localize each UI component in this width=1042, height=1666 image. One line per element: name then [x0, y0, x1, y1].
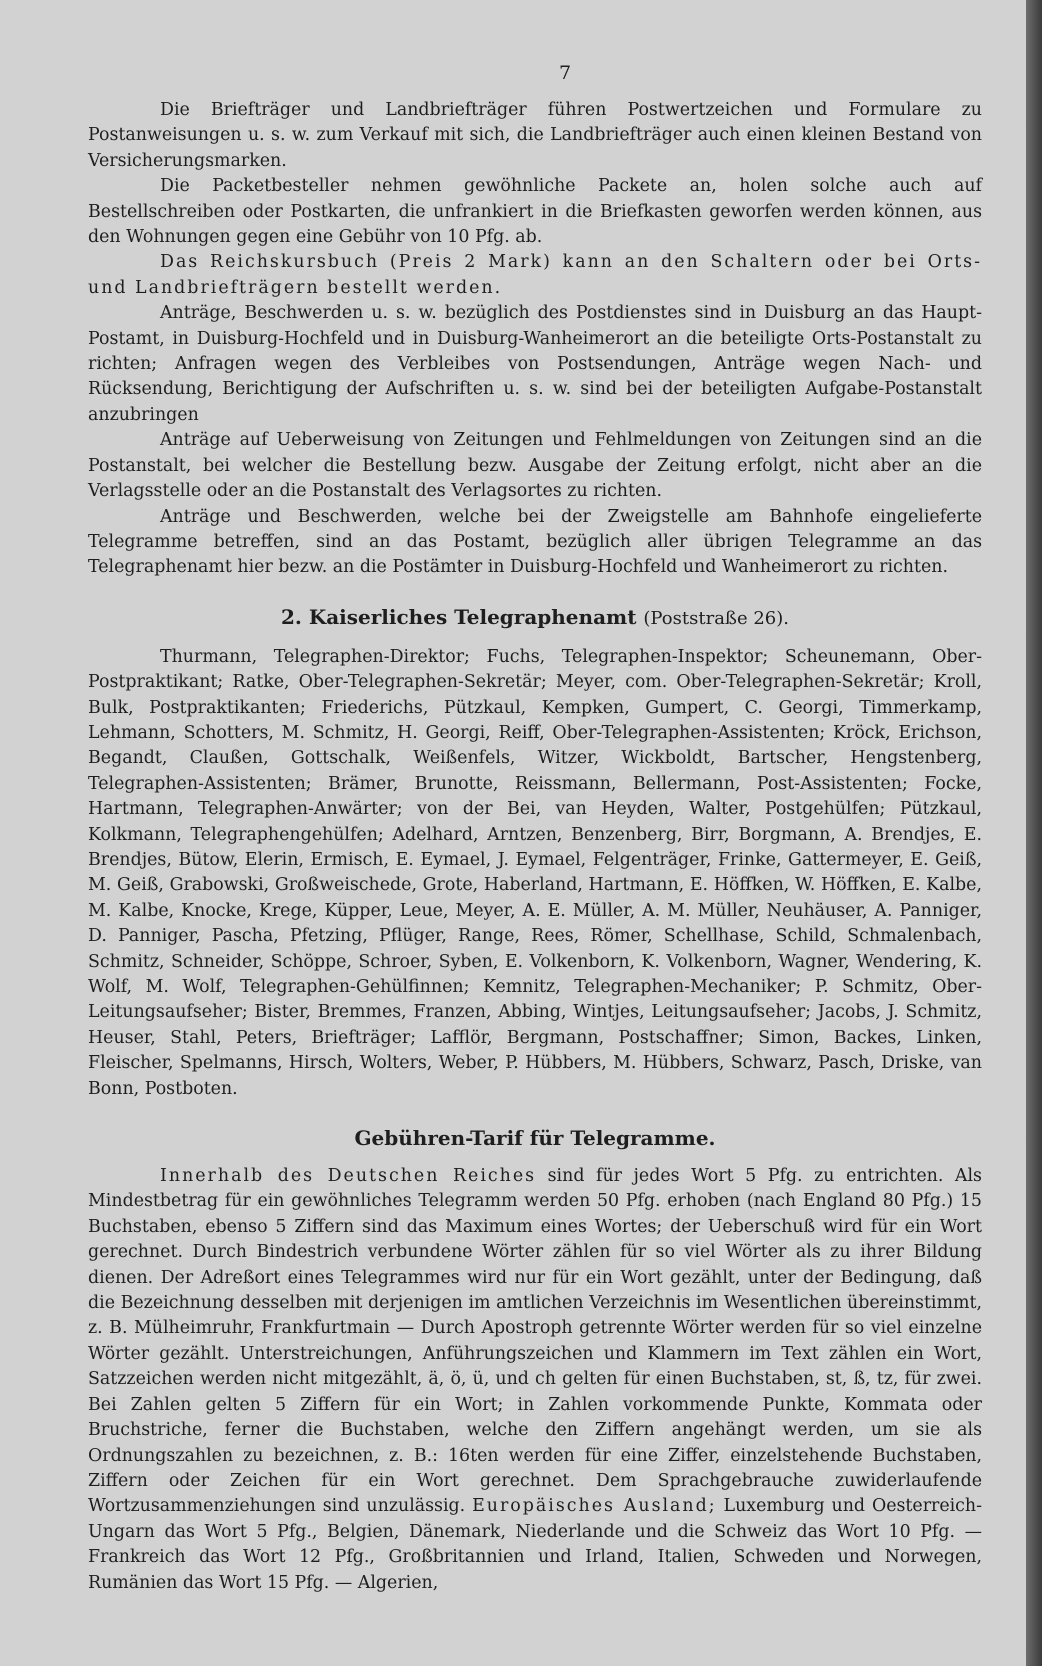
- paragraph-telegramme-beschwerden: Anträge und Beschwerden, welche bei der Zweigstelle am Bahnhofe eingelieferte Telegramme betreffen, sind an das Postamt, bezüglich aller übrigen Telegramme an das Telegraphenamt hier bezw. an die Postämter in Duisburg-Hochfeld und Wanheimerort zu richten.: [88, 506, 982, 578]
- page-edge-shadow: [1026, 0, 1042, 1666]
- paragraph-antraege-postdienst: Anträge, Beschwerden u. s. w. bezüglich des Postdienstes sind in Duisburg an das Haupt-Postamt, in Duisburg-Hochfeld und in Duisburg-Wanheimerort an die beteiligte Orts-Postanstalt zu richten; Anfragen wegen des Verbleibes von Postsendungen, Anträge wegen Nach- und Rücksendung, Berichtigung der Aufschriften u. s. w. sind bei der beteiligten Aufgabe-Postanstalt anzubringen: [88, 303, 982, 425]
- tariff-body-1: sind für jedes Wort 5 Pfg. zu entrichten. Als Mindestbetrag für ein gewöhnliches Telegramm werden 50 Pfg. erhoben (nach England 80 Pfg.) 15 Buchstaben, ebenso 5 Ziffern sind das Maximum eines Wortes; der Ueberschuß wird für ein Wort gerechnet. Durch Bindestrich verbundene Wörter zählen für so viel Wörter als zu ihrer Bildung dienen. Der Adreßort eines Telegrammes wird nur für ein Wort gezählt, unter der Bedingung, daß die Bezeichnung desselben mit derjenigen im amtlichen Verzeichnis im Wesentlichen übereinstimmt, z. B. Mülheimruhr, Frankfurtmain — Durch Apostroph getrennte Wörter werden für so viel einzelne Wörter gezählt. Unterstreichungen, Anführungszeichen und Klammern im Text zählen ein Wort, Satzzeichen werden nicht mitgezählt, ä, ö, ü, und ch gelten für einen Buchstaben, st, ß, tz, für zwei. Bei Zahlen gelten 5 Ziffern für ein Wort; in Zahlen vorkommende Punkte, Kommata oder Bruchstriche, ferner die Buchstaben, welche den Ziffern angehängt werden, um sie als Ordnungszahlen zu bezeichnen, z. B.: 16ten werden für eine Ziffer, einzelstehende Buchstaben, Ziffern oder Zeichen für ein Wort gerechnet. Dem Sprachgebrauche zuwiderlaufende Wortzusammenziehungen sind unzulässig.: [88, 1166, 982, 1517]
- paragraph-reichskursbuch: Das Reichskursbuch (Preis 2 Mark) kann an den Schaltern oder bei Orts- und Landbriefträgern bestellt werden.: [88, 252, 982, 298]
- section-heading-telegraphenamt: [88, 603, 982, 633]
- tariff-heading: Gebühren-Tarif für Telegramme.: [354, 1126, 716, 1151]
- paragraph-zeitungen: Anträge auf Ueberweisung von Zeitungen und Fehlmeldungen von Zeitungen sind an die Postanstalt, bei welcher die Bestellung bezw. Ausgabe der Zeitung erfolgt, nicht aber an die Verlagsstelle oder an die Postanstalt des Verlagsortes zu richten.: [88, 430, 982, 502]
- tariff-lead-europe: Europäisches Ausland;: [472, 1496, 717, 1517]
- paragraph-brieftraeger: Die Briefträger und Landbriefträger führen Postwertzeichen und Formulare zu Postanweisungen u. s. w. zum Verkauf mit sich, die Landbriefträger auch einen kleinen Bestand von Versicherungsmarken.: [88, 100, 982, 171]
- section-address: (Poststraße 26).: [643, 607, 789, 629]
- section-title: 2. Kaiserliches Telegraphenamt: [281, 604, 637, 629]
- page-number: 7: [558, 62, 572, 84]
- paragraph-packetbesteller: Die Packetbesteller nehmen gewöhnliche Packete an, holen solche auch auf Bestellschreiben oder Postkarten, die unfrankiert in die Briefkasten geworfen werden können, aus den Wohnungen gegen eine Gebühr von 10 Pfg. ab.: [88, 176, 982, 248]
- tariff-body-2: Luxemburg und Oesterreich-Ungarn das Wort 5 Pfg., Belgien, Dänemark, Niederlande und die Schweiz das Wort 10 Pfg. — Frankreich das Wort 12 Pfg., Großbritannien und Irland, Italien, Schweden und Norwegen, Rumänien das Wort 15 Pfg. — Algerien,: [88, 1496, 982, 1593]
- tariff-lead: Innerhalb des Deutschen Reiches: [160, 1166, 537, 1187]
- tariff-paragraph: [88, 1164, 982, 1596]
- staff-list: Thurmann, Telegraphen-Direktor; Fuchs, Telegraphen-Inspektor; Scheunemann, Ober-Postpraktikant; Ratke, Ober-Telegraphen-Sekretär; Meyer, com. Ober-Telegraphen-Sekretär; Kroll, Bulk, Postpraktikanten; Friederichs, Pützkaul, Kempken, Gumpert, C. Georgi, Timmerkamp, Lehmann, Schotters, M. Schmitz, H. Georgi, Reiff, Ober-Telegraphen-Assistenten; Kröck, Erichson, Begandt, Claußen, Gottschalk, Weißenfels, Witzer, Wickboldt, Bartscher, Hengstenberg, Telegraphen-Assistenten; Brämer, Brunotte, Reissmann, Bellermann, Post-Assistenten; Focke, Hartmann, Telegraphen-Anwärter; von der Bei, van Heyden, Walter, Postgehülfen; Pützkaul, Kolkmann, Telegraphengehülfen; Adelhard, Arntzen, Benzenberg, Birr, Borgmann, A. Brendjes, E. Brendjes, Bütow, Elerin, Ermisch, E. Eymael, J. Eymael, Felgenträger, Frinke, Gattermeyer, E. Geiß, M. Geiß, Grabowski, Großweischede, Grote, Haberland, Hartmann, E. Höffken, W. Höffken, E. Kalbe, M. Kalbe, Knocke, Krege, Küpper, Leue, Meyer, A. E. Müller, A. M. Müller, Neuhäuser, A. Panniger, D. Panniger, Pascha, Pfetzing, Pflüger, Range, Rees, Römer, Schellhase, Schild, Schmalenbach, Schmitz, Schneider, Schöppe, Schroer, Syben, E. Volkenborn, K. Volkenborn, Wagner, Wendering, K. Wolf, M. Wolf, Telegraphen-Gehülfinnen; Kemnitz, Telegraphen-Mechaniker; P. Schmitz, Ober-Leitungsaufseher; Bister, Bremmes, Franzen, Abbing, Wintjes, Leitungsaufseher; Jacobs, J. Schmitz, Heuser, Stahl, Peters, Briefträger; Lafflör, Bergmann, Postschaffner; Simon, Backes, Linken, Fleischer, Spelmanns, Hirsch, Wolters, Weber, P. Hübbers, M. Hübbers, Schwarz, Pasch, Driske, van Bonn, Postboten.: [88, 646, 982, 1099]
